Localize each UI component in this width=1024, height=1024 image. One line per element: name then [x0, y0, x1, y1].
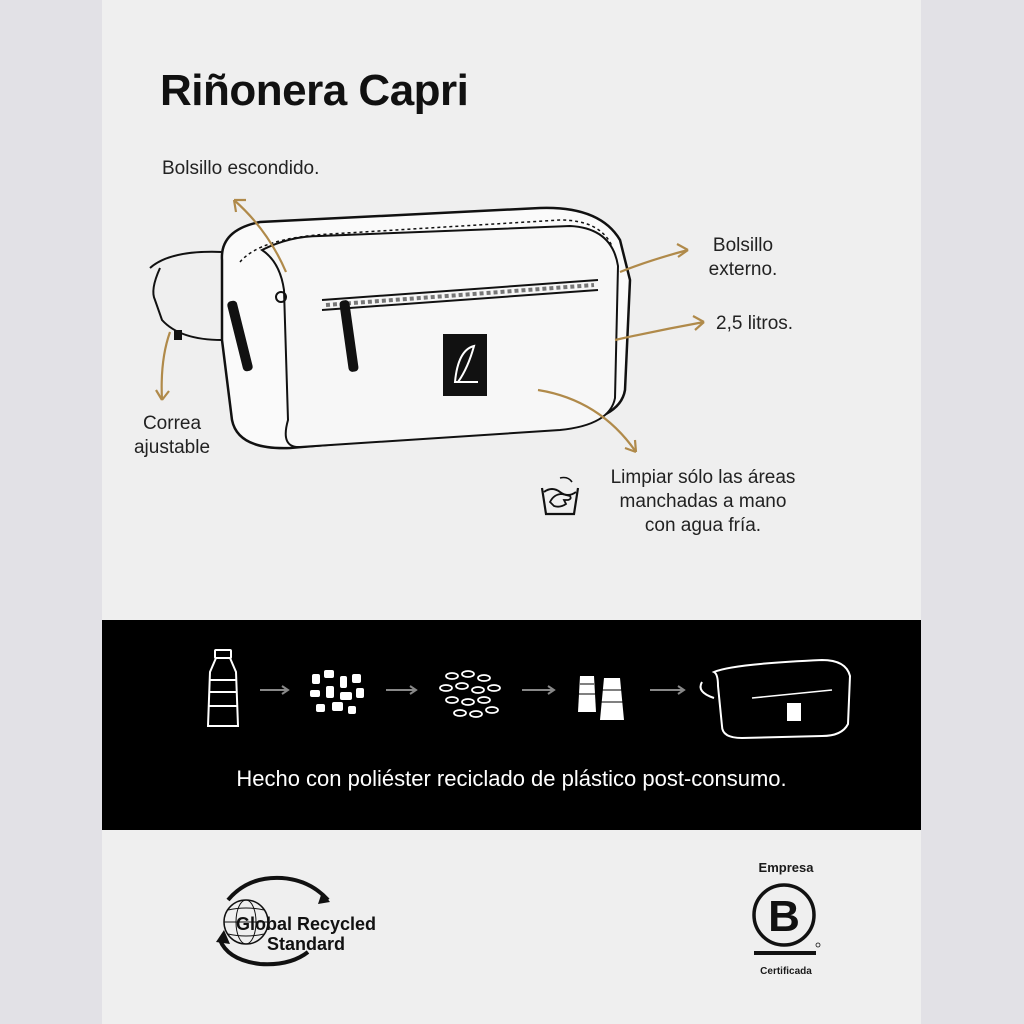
label-external-pocket [690, 234, 796, 282]
recycling-process-band [102, 620, 921, 830]
fanny-pack-icon [701, 660, 851, 738]
label-care-line2: manchadas a mano [619, 491, 787, 512]
label-external-pocket-line1: Bolsillo [712, 235, 774, 256]
hand-wash-icon [538, 474, 582, 518]
label-external-pocket-line2: externo. [708, 259, 778, 280]
label-care-line3: con agua fría. [644, 515, 762, 536]
label-care-line1: Limpiar sólo las áreas [610, 467, 796, 488]
label-strap-line1: Correa [142, 413, 202, 434]
grs-label-line1: Global Recycled [236, 914, 377, 934]
label-strap [116, 412, 228, 460]
b-corp-bottom-label: Certificada [760, 966, 812, 977]
label-strap-line2: ajustable [133, 437, 211, 458]
grs-label-line2: Standard [267, 934, 346, 954]
grs-label [236, 914, 376, 954]
yarn-spools-icon [578, 676, 624, 720]
b-corp-mark-icon [746, 875, 826, 961]
recycling-caption: Hecho con poliéster reciclado de plástico post-consumo. [236, 766, 787, 791]
b-corp-top-label: Empresa [758, 860, 814, 875]
page-title: Riñonera Capri [160, 66, 469, 115]
b-corp-letter: B [768, 892, 800, 941]
pellets-icon [440, 671, 500, 717]
label-hidden-pocket: Bolsillo escondido. [162, 158, 320, 179]
label-volume: 2,5 litros. [716, 313, 794, 334]
flakes-icon [310, 670, 364, 714]
label-care [596, 466, 810, 538]
bottle-icon [208, 650, 238, 726]
b-corp-certified-logo [746, 860, 826, 988]
